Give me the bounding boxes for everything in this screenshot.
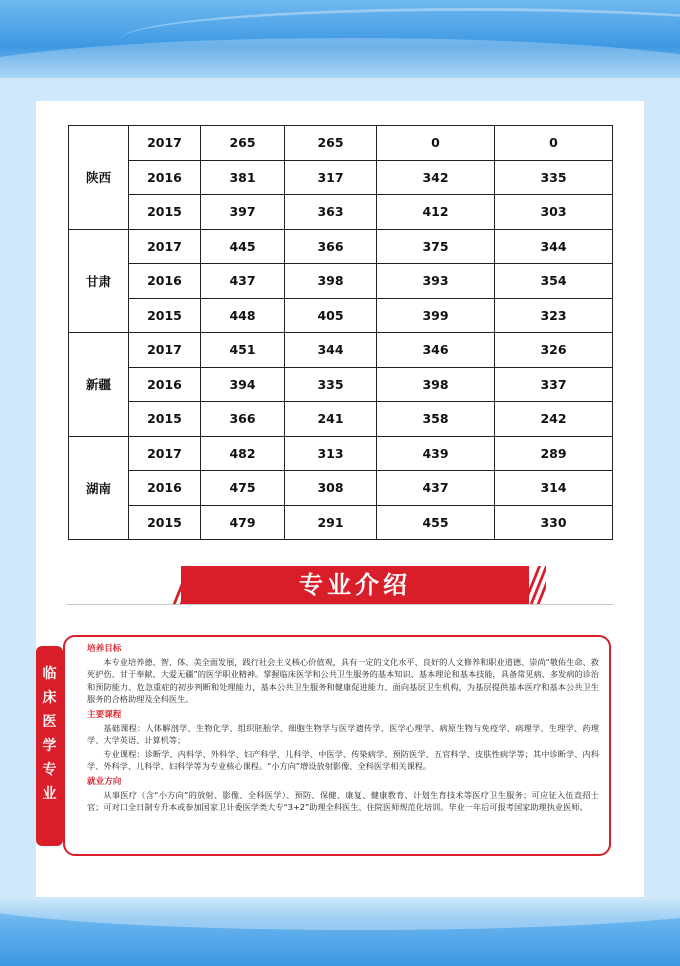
major-name-char: 业	[42, 786, 57, 802]
major-name-char: 临	[42, 666, 57, 682]
bottom-decorative-band	[0, 900, 680, 966]
score-table	[68, 125, 613, 540]
table-row	[69, 367, 613, 402]
score-cell: 448	[201, 298, 285, 333]
table-row	[69, 298, 613, 333]
courses-professional-paragraph: 专业课程：诊断学、内科学、外科学、妇产科学、儿科学、中医学、传染病学、预防医学、五官科学、皮肤性病学等；其中诊断学、内科学、外科学、儿科学、妇科学等为专业核心课程。“小方向”增设放射影像、全科医学相关课程。	[87, 748, 599, 771]
province-cell: 陕西	[69, 126, 129, 230]
score-cell: 291	[285, 505, 377, 540]
section-title: 专业介绍	[299, 571, 411, 599]
score-cell: 241	[285, 402, 377, 437]
table-row	[69, 402, 613, 437]
career-heading: 就业方向	[87, 777, 122, 788]
score-cell: 354	[495, 264, 613, 299]
major-name-char: 学	[42, 738, 57, 754]
courses-heading: 主要课程	[87, 710, 122, 721]
score-cell: 398	[285, 264, 377, 299]
score-cell: 366	[201, 402, 285, 437]
score-cell: 375	[377, 229, 495, 264]
goal-heading: 培养目标	[87, 644, 122, 654]
score-cell: 289	[495, 436, 613, 471]
section-divider	[66, 604, 614, 605]
year-cell: 2017	[129, 229, 201, 264]
score-cell: 265	[285, 126, 377, 161]
year-cell: 2015	[129, 195, 201, 230]
table-row	[69, 126, 613, 161]
score-cell: 335	[285, 367, 377, 402]
career-paragraph: 从事医疗（含“小方向”的放射、影像、全科医学）、预防、保健、康复、健康教育、计划生育技术等医疗卫生服务；可应征入伍直招士官；可对口全日制专升本或参加国家卫计委医学类大专“3+2”助理全科医生、住院医师规范化培训。毕业一年后可报考国家助理执业医师。	[87, 790, 599, 813]
table-row	[69, 160, 613, 195]
major-name-tab	[36, 646, 63, 846]
score-cell: 393	[377, 264, 495, 299]
score-cell: 0	[495, 126, 613, 161]
score-cell: 330	[495, 505, 613, 540]
score-cell: 344	[495, 229, 613, 264]
year-cell: 2015	[129, 298, 201, 333]
score-cell: 323	[495, 298, 613, 333]
score-cell: 335	[495, 160, 613, 195]
goal-paragraph: 本专业培养德、智、体、美全面发展，践行社会主义核心价值观，具有一定的文化水平、良好的人文修养和职业道德、崇尚“敬佑生命、救死护伤、甘于奉献、大爱无疆”的医学职业精神。掌握临床医学和公共卫生服务的基本知识、基本理论和基本技能，具备常见病、多发病的诊治和预防能力、危急重症的初步判断和处理能力，基本公共卫生服务和健康促进能力、面向基层卫生机构，为基层提供基本医疗和基本公共卫生服务的合格助理及全科医生。	[87, 657, 599, 704]
table-row	[69, 229, 613, 264]
table-row	[69, 195, 613, 230]
score-cell: 398	[377, 367, 495, 402]
score-cell: 342	[377, 160, 495, 195]
year-cell: 2016	[129, 367, 201, 402]
score-cell: 451	[201, 333, 285, 368]
score-cell: 405	[285, 298, 377, 333]
page-sheet	[36, 101, 644, 897]
score-cell: 479	[201, 505, 285, 540]
province-cell: 湖南	[69, 436, 129, 540]
score-cell: 242	[495, 402, 613, 437]
table-row	[69, 505, 613, 540]
section-title-bar	[66, 566, 614, 606]
score-cell: 358	[377, 402, 495, 437]
major-intro-text	[87, 643, 599, 814]
year-cell: 2015	[129, 402, 201, 437]
year-cell: 2015	[129, 505, 201, 540]
year-cell: 2017	[129, 333, 201, 368]
table-row	[69, 436, 613, 471]
year-cell: 2016	[129, 471, 201, 506]
score-cell: 482	[201, 436, 285, 471]
table-row	[69, 264, 613, 299]
score-cell: 363	[285, 195, 377, 230]
year-cell: 2016	[129, 264, 201, 299]
score-cell: 399	[377, 298, 495, 333]
score-cell: 344	[285, 333, 377, 368]
score-cell: 337	[495, 367, 613, 402]
year-cell: 2017	[129, 436, 201, 471]
score-cell: 445	[201, 229, 285, 264]
score-cell: 308	[285, 471, 377, 506]
table-row	[69, 333, 613, 368]
score-cell: 366	[285, 229, 377, 264]
province-cell: 新疆	[69, 333, 129, 437]
score-cell: 394	[201, 367, 285, 402]
score-cell: 397	[201, 195, 285, 230]
score-cell: 455	[377, 505, 495, 540]
courses-basic-paragraph: 基础课程：人体解剖学、生物化学、组织胚胎学、细胞生物学与医学遗传学、医学心理学、病原生物与免疫学、病理学、生理学、药理学、大学英语、计算机等；	[87, 723, 599, 746]
score-cell: 381	[201, 160, 285, 195]
major-name-char: 床	[42, 690, 57, 706]
score-cell: 0	[377, 126, 495, 161]
score-cell: 317	[285, 160, 377, 195]
score-cell: 326	[495, 333, 613, 368]
score-cell: 437	[201, 264, 285, 299]
score-cell: 475	[201, 471, 285, 506]
major-name-vertical	[36, 662, 63, 806]
major-name-char: 医	[42, 714, 57, 730]
year-cell: 2016	[129, 160, 201, 195]
score-cell: 346	[377, 333, 495, 368]
score-cell: 437	[377, 471, 495, 506]
major-intro-box	[63, 635, 611, 856]
score-cell: 314	[495, 471, 613, 506]
top-decorative-band	[0, 0, 680, 78]
table-row	[69, 471, 613, 506]
major-name-char: 专	[42, 762, 57, 778]
score-cell: 313	[285, 436, 377, 471]
score-cell: 439	[377, 436, 495, 471]
score-cell: 303	[495, 195, 613, 230]
score-cell: 265	[201, 126, 285, 161]
province-cell: 甘肃	[69, 229, 129, 333]
score-cell: 412	[377, 195, 495, 230]
year-cell: 2017	[129, 126, 201, 161]
